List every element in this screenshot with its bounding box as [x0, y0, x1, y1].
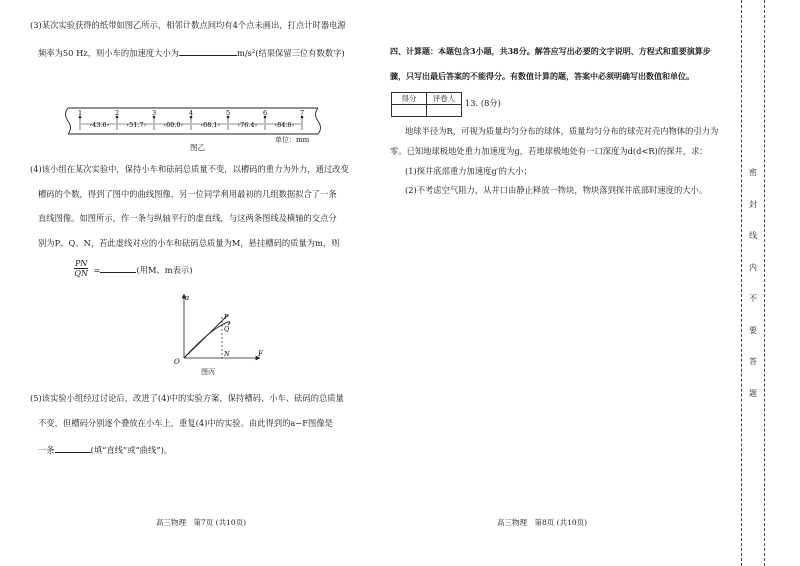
tape-segment-length-1: ‹43.6›: [89, 121, 110, 129]
tape-point-label-3: 3: [152, 109, 157, 117]
binding-char-1: 密: [749, 168, 757, 177]
graph-caption: 图丙: [201, 368, 215, 376]
axis-label-a: a: [185, 294, 190, 302]
binding-char-7: 答: [749, 357, 757, 366]
measured-curve: [184, 322, 230, 358]
q13-line1: 地球半径为R，可视为质量均匀分布的球体，质量均匀分布的球壳对壳内物体的引力为: [405, 126, 719, 136]
tape-segment-length-4: ‹68.1›: [200, 121, 221, 129]
tape-point-label-5: 5: [226, 109, 231, 117]
grader-header: 评卷人: [427, 93, 462, 105]
q5-line1: (5)该实验小组经过讨论后，改进了(4)中的实验方案，保持槽码、小车、砝码的总质量: [30, 393, 344, 403]
tape-point-label-7: 7: [300, 109, 305, 117]
q4-formula: [74, 258, 192, 278]
binding-char-5: 不: [749, 294, 757, 303]
q5-line2: 不变，但槽码分别逐个叠放在小车上，重复(4)中的实验。由此得到的a−F图像是: [38, 418, 333, 428]
q5-answer-blank[interactable]: [55, 443, 91, 453]
frac-numerator: PN: [75, 259, 88, 268]
score-table: [391, 92, 462, 117]
q3-line2-unit: m/s²(结果保留三位有数数字): [236, 48, 345, 58]
q4-line1: (4)该小组在某次实验中，保持小车和砝码总质量不变，以槽码的重力为外力，通过改变: [30, 164, 349, 174]
origin-label: O: [174, 358, 180, 366]
point-q-label: Q: [224, 325, 230, 333]
q4-line4: 别为P、Q、N，若此虚线对应的小车和砝码总质量为M，悬挂槽码的质量为m，则: [38, 238, 340, 248]
q3-line1: (3)某次实验获得的纸带如图乙所示，相邻计数点间均有4个点未画出，打点计时器电源: [30, 20, 346, 30]
binding-line-right: [764, 0, 766, 566]
q13-label: 13. (8分): [465, 98, 501, 108]
tape-point-label-4: 4: [189, 109, 194, 117]
tape-segment-length-3: ‹60.0›: [163, 121, 184, 129]
frac-denominator: QN: [74, 269, 88, 278]
score-header: 得分: [392, 93, 427, 105]
pn-over-qn: [74, 259, 88, 278]
binding-char-8: 题: [749, 388, 757, 398]
q3-line2-text: 频率为50 Hz，则小车的加速度大小为: [38, 48, 179, 58]
q4-line2: 槽码的个数，得到了图中的曲线图像，另一位同学利用最初的几组数据拟合了一条: [38, 189, 337, 199]
q4-answer-blank[interactable]: [100, 263, 136, 273]
section-heading-line2: 骤，只写出最后答案的不能得分。有数值计算的题，答案中必须明确写出数值和单位。: [390, 71, 694, 81]
q13-sub1: (1)探井底部重力加速度g′的大小；: [405, 166, 532, 176]
binding-char-6: 要: [749, 325, 757, 335]
a-f-graph: [170, 292, 270, 374]
q3-line2: [38, 46, 345, 59]
left-footer: 高三物理 第7页 (共10页): [156, 518, 247, 527]
q13-sub2: (2)不考虑空气阻力，从井口由静止释放一物块，物块落到探井底部时速度的大小。: [405, 185, 708, 195]
point-p-label: P: [224, 313, 229, 321]
tape-right-tear: [316, 108, 321, 134]
q5-line3-prefix: 一条: [38, 445, 55, 455]
tape-left-tear: [66, 108, 71, 134]
q5-line3-suffix: (填“直线”或“曲线”)。: [90, 445, 173, 455]
tape-point-label-2: 2: [115, 109, 120, 117]
q3-answer-blank[interactable]: [179, 46, 237, 56]
tape-caption: 图乙: [190, 143, 205, 152]
binding-char-2: 封: [749, 199, 757, 209]
q13-line2: 零。已知地球极地处重力加速度为g，若地球极地处有一口深度为d(d<R)的探井，求：: [390, 146, 708, 156]
tape-point-label-1: 1: [78, 109, 83, 117]
binding-char-4: 内: [749, 262, 757, 272]
binding-char-3: 线: [749, 231, 757, 240]
right-footer: 高三物理 第8页 (共10页): [497, 518, 588, 527]
binding-line-left: [741, 0, 743, 566]
q5-line3: [38, 443, 172, 456]
tape-segment-length-5: ‹76.4›: [237, 121, 258, 129]
tape-point-label-6: 6: [263, 109, 268, 117]
tape-segment-length-2: ‹51.7›: [126, 121, 147, 129]
tape-segment-length-6: ‹84.6›: [274, 121, 295, 129]
point-n-label: N: [224, 350, 230, 358]
q4-line3: 直线图像。如图所示，作一条与纵轴平行的虚直线，与这两条图线及横轴的交点分: [38, 213, 337, 223]
score-cell[interactable]: [392, 105, 427, 117]
formula-equals: =: [93, 265, 101, 275]
tape-unit: 单位：mm: [275, 136, 310, 144]
formula-hint: (用M、m表示): [136, 265, 193, 275]
axis-label-f: F: [258, 350, 263, 358]
grader-cell[interactable]: [427, 105, 462, 117]
section-heading-line1: 四、计算题：本题包含3小题，共38分。解答应写出必要的文字说明、方程式和重要演算步: [390, 46, 711, 56]
